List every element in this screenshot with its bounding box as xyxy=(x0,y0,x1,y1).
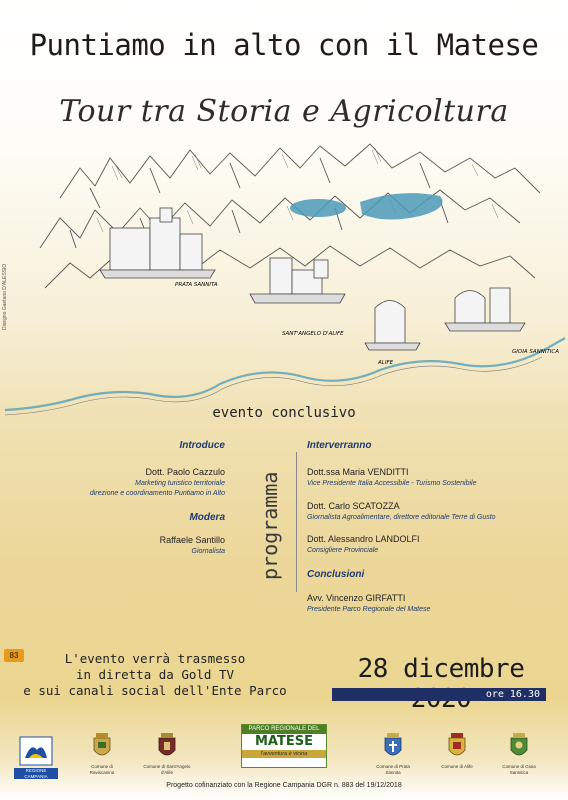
speaker-role: Vice Presidente Italia Accessibile - Turismo Sostenibile xyxy=(307,480,477,487)
left-program-column xyxy=(40,440,225,557)
broadcast-line-2: in diretta da Gold TV xyxy=(75,667,235,682)
crest-icon xyxy=(446,732,468,762)
crest-icon xyxy=(156,732,178,762)
conclusioni-role: Presidente Parco Regionale del Matese xyxy=(307,605,431,613)
comune-alife-logo xyxy=(438,732,476,770)
crest-icon xyxy=(91,732,113,762)
page-badge: 83 xyxy=(4,649,24,662)
regione-campania-emblem-icon xyxy=(19,736,53,766)
broadcast-line-3: e sui canali social dell'Ente Parco xyxy=(23,683,287,698)
logo-caption: Comune di Sant'Angelo d'Alife xyxy=(143,764,191,775)
event-date: 28 dicembre xyxy=(357,654,525,684)
parco-matese-logo xyxy=(241,724,327,768)
programma-label: programma xyxy=(258,471,282,580)
introduce-role-2: direzione e coordinamento Puntiamo in Alto xyxy=(89,489,225,497)
right-program-column xyxy=(307,440,547,614)
logo-caption: Comune di Alife xyxy=(441,764,473,769)
introduce-role-1: Marketing turistico territoriale xyxy=(135,480,225,487)
conclusioni-heading: Conclusioni xyxy=(307,568,365,580)
modera-role: Giornalista xyxy=(191,548,225,555)
sketch-label-santangelo: SANT'ANGELO D'ALIFE xyxy=(282,331,344,337)
speaker-role: Giornalista Agroalimentare, direttore editoriale Terre di Gusto xyxy=(307,513,496,521)
sketch-label-gioia: GIOIA SANNITICA xyxy=(512,349,560,355)
logo-caption: Comune di Gioia Sannitica xyxy=(502,764,536,775)
landscape-sketch xyxy=(0,138,568,438)
poster-subtitle: Tour tra Storia e Agricoltura xyxy=(59,94,509,129)
introduce-name: Dott. Paolo Cazzulo xyxy=(145,467,225,477)
parco-logo-tagline: l'avventura è vicina xyxy=(242,750,326,758)
logo-caption: Comune di Prata Sannita xyxy=(376,764,410,775)
introduce-heading: Introduce xyxy=(179,440,225,451)
sketch-label-alife: ALIFE xyxy=(378,360,394,366)
event-label: evento conclusivo xyxy=(212,405,356,421)
broadcast-line-1: L'evento verrà trasmesso xyxy=(64,651,246,666)
event-time: ore 16.30 xyxy=(485,689,540,700)
logo-caption: Comune di Raviscanina xyxy=(89,764,115,775)
interverranno-heading: Interverranno xyxy=(307,440,372,451)
comune-prata-logo xyxy=(370,732,416,775)
broadcast-info xyxy=(0,651,310,699)
speaker-name: Dott.ssa Maria VENDITTI xyxy=(307,467,409,477)
program-divider xyxy=(296,452,297,592)
logo-caption: REGIONE CAMPANIA xyxy=(14,768,58,779)
regione-campania-logo xyxy=(14,736,58,779)
speaker-role: Consigliere Provinciale xyxy=(307,547,379,554)
comune-gioia-logo xyxy=(496,732,542,775)
modera-name: Raffaele Santillo xyxy=(159,535,225,545)
parco-logo-name: MATESE xyxy=(255,734,313,749)
speaker-name: Dott. Carlo SCATOZZA xyxy=(307,500,400,511)
footer-note: Progetto cofinanziato con la Regione Campania DGR n. 883 del 19/12/2018 xyxy=(166,782,402,789)
parco-logo-top: PARCO REGIONALE DEL xyxy=(242,725,326,734)
modera-heading: Modera xyxy=(189,512,225,523)
drawing-credit: Disegno Gaetano D'ALESSIO xyxy=(2,263,8,330)
comune-santangelo-logo xyxy=(142,732,192,775)
speaker-name: Dott. Alessandro LANDOLFI xyxy=(307,534,420,544)
comune-raviscanina-logo xyxy=(80,732,124,775)
sketch-label-prata: PRATA SANNITA xyxy=(175,282,218,288)
crest-icon xyxy=(382,732,404,762)
conclusioni-name: Avv. Vincenzo GIRFATTI xyxy=(307,592,406,603)
crest-icon xyxy=(508,732,530,762)
poster-title: Puntiamo in alto con il Matese xyxy=(29,28,539,62)
